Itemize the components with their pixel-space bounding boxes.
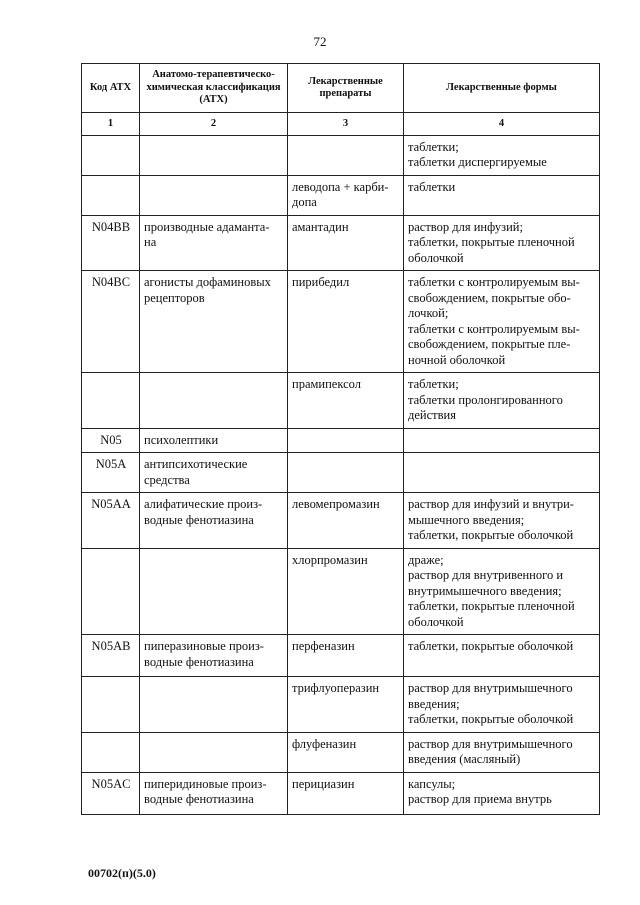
cell-text-line: раствор для инфузий; <box>408 219 523 234</box>
cell-text-line: свобождением, покрытые пле- <box>408 337 571 351</box>
atx-table <box>81 63 600 815</box>
cell-text-line: таблетки с контролируемым вы- <box>408 275 580 289</box>
cell-text-line: перфеназин <box>292 639 355 653</box>
cell-classification <box>140 548 288 635</box>
cell-text-line: N05 <box>100 432 122 447</box>
cell-text-line: N05AA <box>91 497 131 511</box>
table-row <box>82 732 600 772</box>
cell-text-line: N05AC <box>91 776 131 791</box>
cell-text-line: средства <box>144 472 190 487</box>
cell-drug <box>288 428 404 453</box>
table-row <box>82 373 600 429</box>
cell-forms <box>404 135 600 175</box>
cell-text-line: пиперазиновые произ- <box>144 639 264 653</box>
cell-forms <box>404 635 600 677</box>
cell-forms <box>404 732 600 772</box>
cell-text-line: ночной оболочкой <box>408 352 506 367</box>
cell-text-line: оболочкой <box>408 614 464 629</box>
cell-drug <box>288 635 404 677</box>
table-row <box>82 175 600 215</box>
cell-text-line: свобождением, покрытые обо- <box>408 290 571 305</box>
cell-forms <box>404 271 600 373</box>
cell-classification <box>140 428 288 453</box>
cell-classification <box>140 215 288 271</box>
cell-classification <box>140 175 288 215</box>
cell-code <box>82 635 140 677</box>
cell-text-line: драже; <box>408 552 444 567</box>
cell-text-line: таблетки диспергируемые <box>408 155 547 169</box>
cell-text-line: таблетки, покрытые пленочной <box>408 235 575 249</box>
cell-text-line: алифатические произ- <box>144 497 263 511</box>
cell-text-line: раствор для внутримышечного <box>408 681 573 695</box>
cell-drug <box>288 215 404 271</box>
cell-classification <box>140 677 288 733</box>
cell-text-line: таблетки <box>408 179 456 194</box>
table-row <box>82 271 600 373</box>
header-drugs: Лекарственные препараты <box>288 64 404 113</box>
cell-text-line: левомепромазин <box>292 497 380 511</box>
cell-classification <box>140 271 288 373</box>
cell-text-line: антипсихотические <box>144 457 248 471</box>
cell-code <box>82 175 140 215</box>
page-number: 72 <box>313 34 327 49</box>
document-code: 00702(п)(5.0) <box>88 866 156 880</box>
cell-classification <box>140 135 288 175</box>
cell-text-line: на <box>144 235 157 249</box>
cell-drug <box>288 453 404 493</box>
cell-text-line: раствор для внутримышечного <box>408 736 573 751</box>
column-number: 3 <box>288 113 404 136</box>
cell-text-line: допа <box>292 195 317 209</box>
column-number-row <box>82 113 600 136</box>
cell-text-line: психолептики <box>144 432 219 447</box>
column-number: 2 <box>140 113 288 136</box>
cell-forms <box>404 548 600 635</box>
cell-text-line: таблетки с контролируемым вы- <box>408 321 580 336</box>
cell-code <box>82 772 140 814</box>
table-row <box>82 548 600 635</box>
cell-text-line: перициазин <box>292 776 355 791</box>
cell-text-line: N04BC <box>91 275 131 289</box>
cell-text-line: водные фенотиазина <box>144 512 254 527</box>
cell-drug <box>288 732 404 772</box>
cell-classification <box>140 493 288 549</box>
cell-classification <box>140 373 288 429</box>
table-row <box>82 428 600 453</box>
cell-code <box>82 215 140 271</box>
cell-text-line: пирибедил <box>292 275 350 289</box>
cell-forms <box>404 373 600 429</box>
table-row <box>82 635 600 677</box>
table-row <box>82 677 600 733</box>
cell-forms <box>404 677 600 733</box>
cell-classification <box>140 732 288 772</box>
cell-text-line: N04BB <box>91 219 131 234</box>
header-classification: Анатомо-терапевтическо-химическая классификация (АТХ) <box>140 64 288 113</box>
cell-text-line: водные фенотиазина <box>144 792 254 806</box>
cell-text-line: N05AB <box>91 639 131 653</box>
cell-classification <box>140 635 288 677</box>
cell-classification <box>140 453 288 493</box>
cell-text-line: пиперидиновые произ- <box>144 776 267 791</box>
table-row <box>82 215 600 271</box>
cell-drug <box>288 772 404 814</box>
column-number: 1 <box>82 113 140 136</box>
cell-text-line: водные фенотиазина <box>144 654 254 669</box>
cell-text-line: хлорпромазин <box>292 552 368 567</box>
cell-text-line: действия <box>408 408 456 422</box>
column-number: 4 <box>404 113 600 136</box>
cell-forms <box>404 453 600 493</box>
cell-code <box>82 135 140 175</box>
cell-drug <box>288 135 404 175</box>
cell-text-line: введения; <box>408 696 460 711</box>
cell-text-line: агонисты дофаминовых <box>144 275 271 289</box>
cell-drug <box>288 373 404 429</box>
table-row <box>82 493 600 549</box>
cell-text-line: раствор для приема внутрь <box>408 792 552 806</box>
cell-text-line: прамипексол <box>292 377 361 391</box>
cell-forms <box>404 493 600 549</box>
cell-code <box>82 428 140 453</box>
cell-text-line: производные адаманта- <box>144 219 270 234</box>
cell-text-line: таблетки, покрытые оболочкой <box>408 639 574 653</box>
cell-forms <box>404 215 600 271</box>
table-row <box>82 135 600 175</box>
cell-text-line: таблетки, покрытые пленочной <box>408 599 575 613</box>
cell-drug <box>288 175 404 215</box>
cell-text-line: оболочкой <box>408 250 464 265</box>
cell-text-line: внутримышечного введения; <box>408 583 562 598</box>
cell-text-line: рецепторов <box>144 290 205 305</box>
cell-text-line: таблетки, покрытые оболочкой <box>408 528 574 542</box>
cell-drug <box>288 493 404 549</box>
cell-code <box>82 453 140 493</box>
table-row <box>82 772 600 814</box>
cell-text-line: раствор для инфузий и внутри- <box>408 497 574 511</box>
cell-text-line: леводопа + карби- <box>292 179 389 194</box>
cell-code <box>82 373 140 429</box>
cell-code <box>82 548 140 635</box>
header-code: Код АТХ <box>82 64 140 113</box>
cell-code <box>82 732 140 772</box>
cell-text-line: таблетки; <box>408 377 459 391</box>
table-row <box>82 453 600 493</box>
cell-text-line: флуфеназин <box>292 736 357 751</box>
cell-text-line: лочкой; <box>408 306 449 320</box>
cell-code <box>82 677 140 733</box>
cell-drug <box>288 677 404 733</box>
cell-drug <box>288 271 404 373</box>
table-body <box>82 135 600 814</box>
cell-drug <box>288 548 404 635</box>
cell-text-line: таблетки, покрытые оболочкой <box>408 712 574 726</box>
header-row <box>82 64 600 113</box>
cell-text-line: таблетки пролонгированного <box>408 392 563 407</box>
cell-code <box>82 271 140 373</box>
cell-text-line: таблетки; <box>408 139 459 154</box>
cell-text-line: капсулы; <box>408 776 456 791</box>
cell-forms <box>404 175 600 215</box>
header-forms: Лекарственные формы <box>404 64 600 113</box>
cell-forms <box>404 428 600 453</box>
cell-classification <box>140 772 288 814</box>
cell-text-line: N05A <box>95 457 127 471</box>
cell-text-line: трифлуоперазин <box>292 681 380 695</box>
cell-forms <box>404 772 600 814</box>
cell-text-line: введения (масляный) <box>408 752 521 766</box>
cell-text-line: амантадин <box>292 219 349 234</box>
cell-code <box>82 493 140 549</box>
cell-text-line: мышечного введения; <box>408 512 525 527</box>
cell-text-line: раствор для внутривенного и <box>408 568 564 582</box>
